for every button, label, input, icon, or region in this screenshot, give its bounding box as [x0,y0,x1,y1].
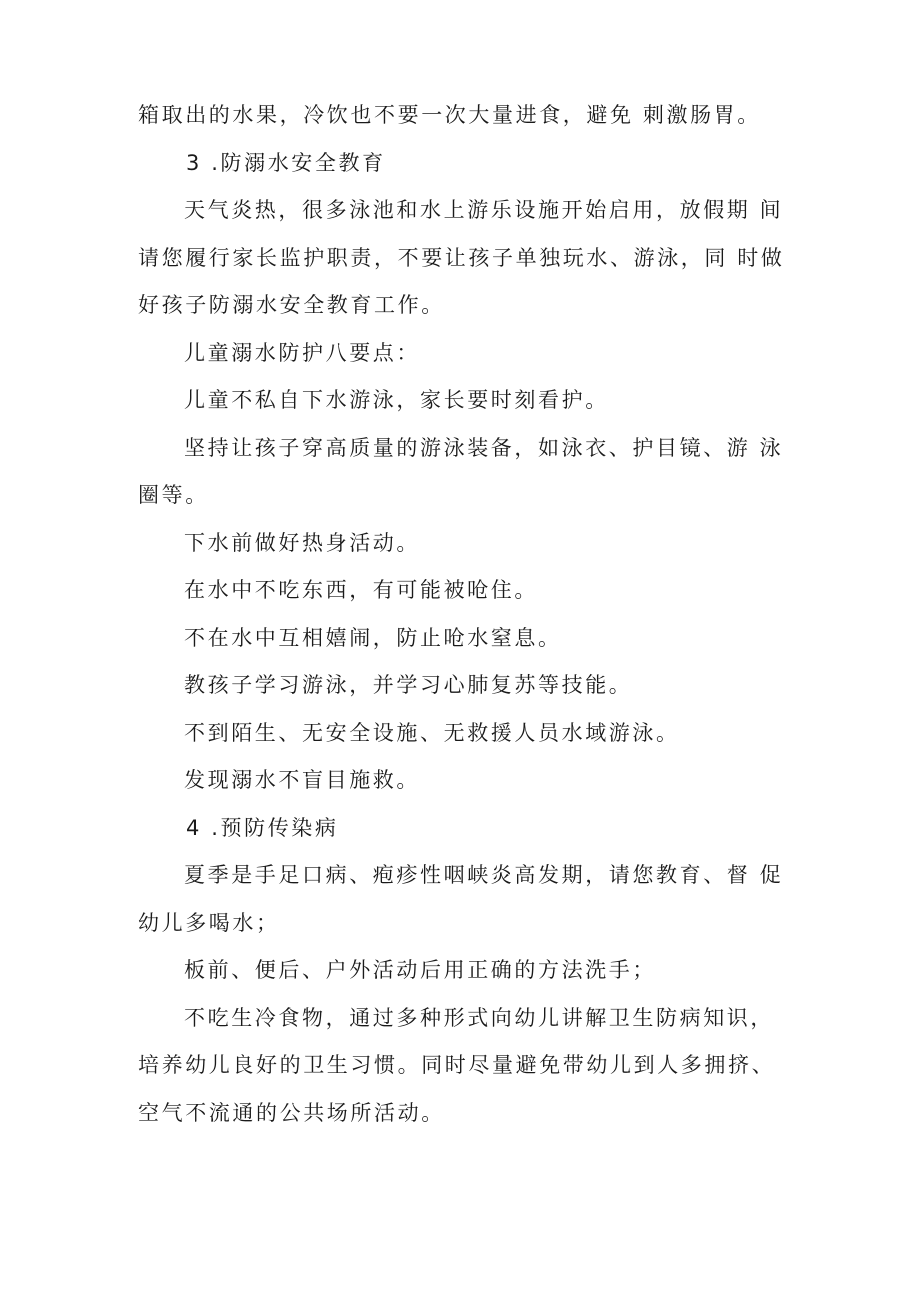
paragraph-point-7: 不到陌生、无安全设施、无救援人员水域游泳。 [184,720,680,745]
paragraph-point-3: 下水前做好热身活动。 [184,530,420,555]
paragraph-point-1: 儿童不私自下水游泳，家长要时刻看护。 [184,388,609,412]
paragraph-eight-points-title: 儿童溺水防护八要点： [184,340,420,365]
paragraph-point-8: 发现溺水不盲目施救。 [184,768,420,792]
paragraph-hygiene-habits: 不吃生冷食物，通过多种形式向幼儿讲解卫生防病知识，培养幼儿良好的卫生习惯。同时尽量避免带幼儿到人多拥挤、 空气不流通的公共场所活动。 [138,1005,776,1125]
paragraph-handwashing: 板前、便后、户外活动后用正确的方法洗手； [184,958,656,982]
paragraph-point-6: 教孩子学习游泳，并学习心肺复苏等技能。 [184,673,633,697]
paragraph-point-5: 不在水中互相嬉闹，防止呛水窒息。 [184,625,562,650]
document-body [138,92,790,1137]
section-heading-drowning-safety: 3 .防溺水安全教育 [186,150,386,175]
paragraph-point-4: 在水中不吃东西，有可能被呛住。 [184,578,538,602]
section-heading-disease-prevention: 4 .预防传染病 [186,815,339,840]
paragraph-summer-disease: 夏季是手足口病、疱疹性咽峡炎高发期，请您教育、督 促幼儿多喝水； [138,863,784,935]
paragraph-continuation: 箱取出的水果，冷饮也不要一次大量进食，避免 刺激肠胃。 [138,103,761,127]
paragraph-hot-weather: 天气炎热，很多泳池和水上游乐设施开始启用，放假期 间请您履行家长监护职责，不要让孩子单独玩水、游泳，同 时做好孩子防溺水安全教育工作。 [138,198,785,317]
paragraph-point-2: 坚持让孩子穿高质量的游泳装备，如泳衣、护目镜、游 泳圈等。 [138,435,784,507]
